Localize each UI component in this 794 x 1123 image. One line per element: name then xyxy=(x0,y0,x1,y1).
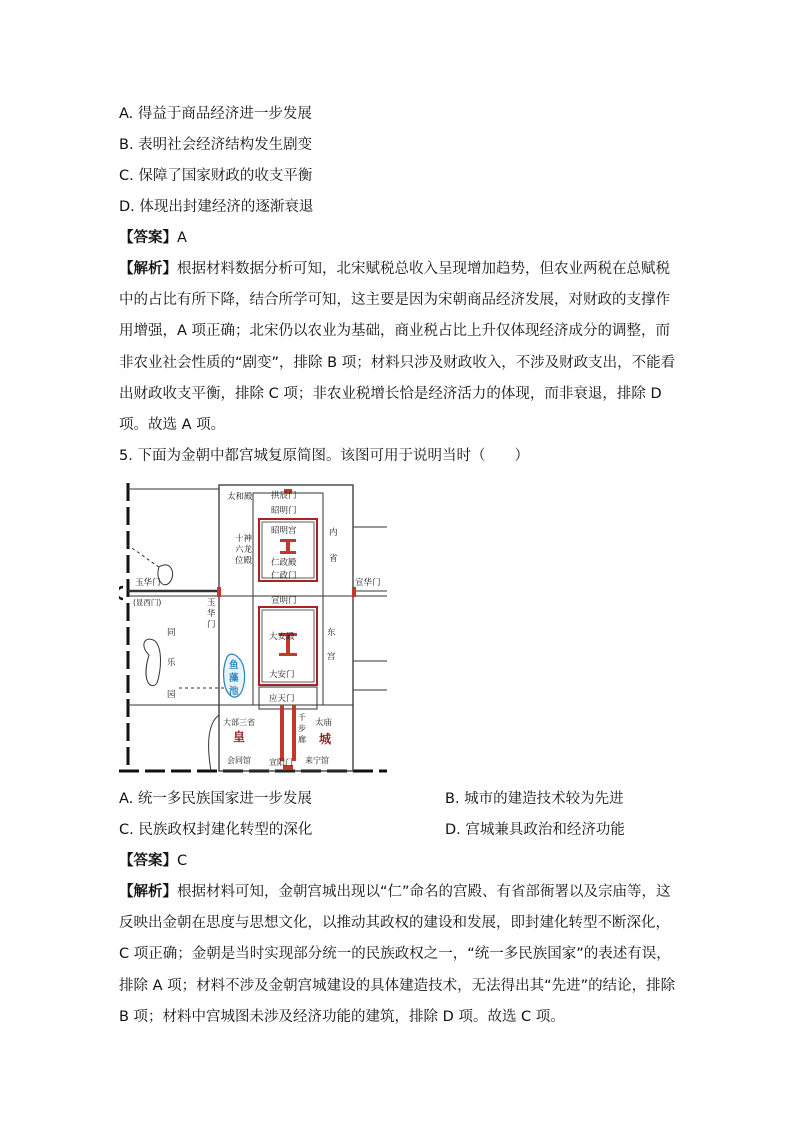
answer-label: 【答案】 xyxy=(119,230,177,246)
yuhua-gate xyxy=(217,587,221,597)
map-label-yuhua-v-3: 门 xyxy=(207,620,216,630)
q5-option-a: A. 统一多民族国家进一步发展 xyxy=(119,791,312,807)
q4-answer xyxy=(119,228,187,248)
map-label-xuanyangmen: 宣阳门 xyxy=(269,758,293,767)
map-label-dong: 东 xyxy=(327,628,336,638)
map-label-xuanhuamen: 宣华门 xyxy=(355,578,381,588)
map-label-nei: 内 xyxy=(329,528,338,538)
q4-analysis xyxy=(119,254,679,441)
map-label-renzhengmen: 仁政门 xyxy=(271,571,297,581)
palace-map xyxy=(119,475,389,778)
map-label-yingtianmen: 应天门 xyxy=(269,694,295,704)
map-label-daandian: 大安殿 xyxy=(269,632,295,642)
map-label-gong: 宫 xyxy=(327,652,336,662)
analysis-label: 【解析】 xyxy=(119,261,177,277)
q5-option-d: D. 宫城兼具政治和经济功能 xyxy=(445,822,625,838)
map-label-qianbulang-2: 步 xyxy=(298,724,306,733)
map-label-yuzaochi xyxy=(229,659,239,697)
map-label-huang: 皇 xyxy=(233,730,246,744)
q5-analysis xyxy=(119,877,679,1033)
map-label-xianximen: (显西门) xyxy=(133,598,162,607)
map-label-taimiao: 太庙 xyxy=(315,718,333,728)
answer-value: C xyxy=(177,853,188,869)
map-label-daanmen: 大安门 xyxy=(269,670,295,680)
map-label-yuhuamen: 玉华门 xyxy=(135,578,161,588)
map-label-cheng: 城 xyxy=(319,732,332,746)
map-label-yuhua-v-1: 玉 xyxy=(207,598,216,608)
map-label-yuan: 园 xyxy=(167,690,176,700)
q5-stem: 5. 下面为金朝中都宫城复原简图。该图可用于说明当时（ ） xyxy=(119,448,529,464)
map-label-taihedian: 太和殿 xyxy=(227,492,253,502)
map-label-yuzaochi-2: 藻 xyxy=(229,673,239,684)
qianbu-corridor-east xyxy=(292,705,296,761)
xuanhua-gate xyxy=(352,587,356,597)
map-label-yuzaochi-1: 鱼 xyxy=(229,660,239,671)
map-label-liulong: 六龙 xyxy=(235,545,253,555)
map-label-gongchenmen: 拱辰门 xyxy=(271,491,297,501)
tongle-garden-pond-south xyxy=(144,639,161,686)
analysis-text: 根据材料可知，金朝宫城出现以“仁”命名的宫殿、有省部衙署以及宗庙等，这反映出金朝在思度与思想文化，以推动其政权的建设和发展，即封建化转型不断深化，C 项正确；金朝是当时实现部分统一的民族政权之一，“统一多民族国家”的表述有误，排除 A 项；材料不涉及金朝宫城建设的具体建造技术，无法得出其“先进”的结论，排除 B 项；材料中宫城图未涉及经济功能的建筑，排除 D 项。故选 C 项。 xyxy=(119,884,676,1025)
map-label-lainingguan: 来宁馆 xyxy=(305,756,329,765)
map-label-weidian: 位殿 xyxy=(235,556,253,566)
analysis-label: 【解析】 xyxy=(119,884,177,900)
map-label-yuhuamen-vertical xyxy=(207,598,216,630)
map-label-dabusansheng: 大部三省 xyxy=(223,718,255,727)
answer-value: A xyxy=(177,230,187,246)
map-label-yuhua-v-2: 华 xyxy=(207,609,216,619)
map-label-zhaomingmen: 昭明门 xyxy=(271,506,297,516)
qianbu-corridor-west xyxy=(280,705,284,761)
q5-answer xyxy=(119,851,187,871)
map-label-qianbulang xyxy=(298,713,306,744)
q5-option-b: B. 城市的建造技术较为先进 xyxy=(445,791,624,807)
map-label-xuanmingmen: 宣明门 xyxy=(271,596,297,606)
map-label-shishen: 十神 xyxy=(235,534,253,544)
analysis-text: 根据材料数据分析可知，北宋赋税总收入呈现增加趋势，但农业两税在总赋税中的占比有所下降，结合所学可知，这主要是因为宋朝商品经济发展，对财政的支撑作用增强，A 项正确；北宋仍以农业为基础，商业税占比上升仅体现经济成分的调整，而非农业社会性质的“剧变”，排除 B 项；材料只涉及财政收入，不涉及财政支出，不能看出财政收支平衡，排除 C 项；非农业税增长恰是经济活力的体现，而非衰退，排除 D 项。故选 A 项。 xyxy=(119,261,676,434)
q4-option-c: C. 保障了国家财政的收支平衡 xyxy=(119,168,313,184)
q4-option-d: D. 体现出封建经济的逐渐衰退 xyxy=(119,199,314,215)
map-label-qianbulang-1: 千 xyxy=(298,713,306,722)
map-label-yuzaochi-3: 池 xyxy=(229,686,239,697)
map-label-zhaominggong: 昭明宫 xyxy=(271,526,297,536)
map-label-huitongguan: 会同馆 xyxy=(227,756,251,765)
map-label-renzhengdian: 仁政殿 xyxy=(271,558,297,568)
q4-option-a: A. 得益于商品经济进一步发展 xyxy=(119,106,312,122)
q4-option-b: B. 表明社会经济结构发生剧变 xyxy=(119,137,313,153)
answer-label: 【答案】 xyxy=(119,853,177,869)
map-label-sheng: 省 xyxy=(329,554,338,564)
q5-option-c: C. 民族政权封建化转型的深化 xyxy=(119,822,313,838)
map-label-tong: 同 xyxy=(167,628,176,638)
map-label-le: 乐 xyxy=(167,658,176,668)
map-label-qianbulang-3: 廊 xyxy=(298,735,306,744)
